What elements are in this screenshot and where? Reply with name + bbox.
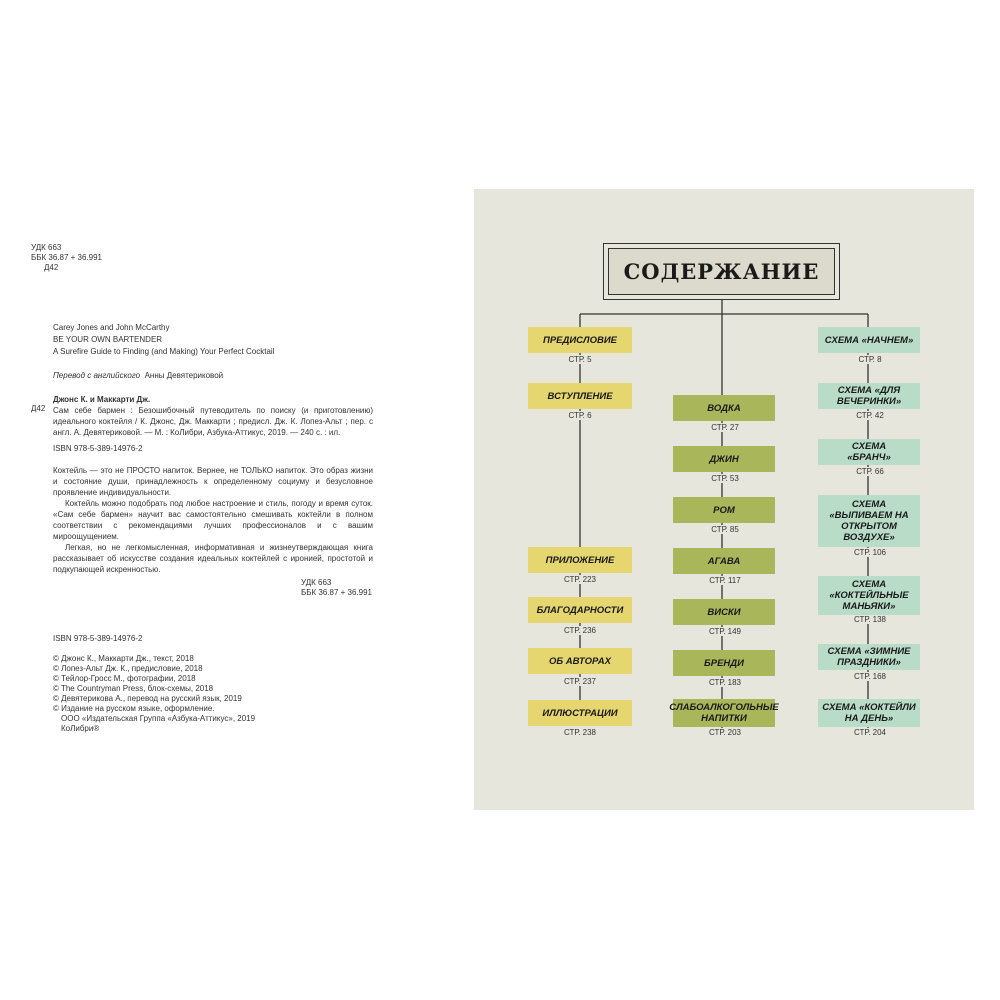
copyright-line: ООО «Издательская Группа «Азбука-Аттикус», 2019	[61, 714, 256, 723]
toc-page-number: СТР. 117	[700, 576, 750, 585]
isbn-top: ISBN 978-5-389-14976-2	[53, 444, 143, 453]
toc-page-number: СТР. 138	[845, 615, 895, 624]
bbk-code: ББК 36.87 + 36.991	[31, 253, 102, 262]
toc-page-number: СТР. 236	[555, 626, 605, 635]
toc-page-number: СТР. 149	[700, 627, 750, 636]
toc-item-introduction[interactable]: ВСТУПЛЕНИЕ	[528, 383, 632, 409]
toc-page-number: СТР. 204	[845, 728, 895, 737]
toc-item-scheme-brunch[interactable]: СХЕМА «БРАНЧ»	[818, 439, 920, 465]
toc-item-scheme-outdoors[interactable]: СХЕМА «ВЫПИВАЕМ НА ОТКРЫТОМ ВОЗДУХЕ»	[818, 495, 920, 547]
toc-item-whisky[interactable]: ВИСКИ	[673, 599, 775, 625]
toc-item-vodka[interactable]: ВОДКА	[673, 395, 775, 421]
toc-page-number: СТР. 66	[848, 467, 892, 476]
toc-page-number: СТР. 183	[700, 678, 750, 687]
toc-page-number: СТР. 106	[845, 548, 895, 557]
toc-title: СОДЕРЖАНИЕ	[608, 248, 835, 295]
copyright-line: © Издание на русском языке, оформление.	[53, 704, 215, 713]
translation-line	[53, 370, 223, 381]
original-subtitle: A Surefire Guide to Finding (and Making) Your Perfect Cocktail	[53, 347, 275, 356]
translator-name: Анны Девятериковой	[144, 371, 224, 380]
annotation-paragraph-3: Легкая, но не легкомысленная, информативная и жизнеутверждающая книга рассказывает об искусстве создания идеальных коктейлей с иронией, простотой и подкупающей искренностью.	[53, 543, 373, 574]
toc-title-box	[603, 243, 840, 300]
toc-page-number: СТР. 85	[703, 525, 747, 534]
toc-item-low-alcohol[interactable]: СЛАБОАЛКОГОЛЬНЫЕ НАПИТКИ	[673, 699, 775, 727]
toc-page-number: СТР. 237	[555, 677, 605, 686]
toc-item-acknowledgments[interactable]: БЛАГОДАРНОСТИ	[528, 597, 632, 623]
copyright-line: КоЛибри®	[61, 724, 100, 733]
annotation-paragraph-1: Коктейль — это не ПРОСТО напиток. Вернее, не ТОЛЬКО напиток. Это образ жизни и состояние души, принадлежность к определенному социуму и безусловное проявление индивидуальности.	[53, 466, 373, 497]
toc-item-scheme-winter[interactable]: СХЕМА «ЗИМНИЕ ПРАЗДНИКИ»	[818, 644, 920, 670]
copyright-line: © Тейлор-Гросс М., фотографии, 2018	[53, 674, 196, 683]
copyright-line: © Девятерикова А., перевод на русский язык, 2019	[53, 694, 242, 703]
toc-page-number: СТР. 238	[555, 728, 605, 737]
toc-item-illustrations[interactable]: ИЛЛЮСТРАЦИИ	[528, 700, 632, 726]
toc-item-gin[interactable]: ДЖИН	[673, 446, 775, 472]
toc-page-number: СТР. 6	[558, 411, 602, 420]
toc-item-scheme-start[interactable]: СХЕМА «НАЧНЕМ»	[818, 327, 920, 353]
bibliographic-record: Сам себе бармен : Безошибочный путеводитель по поиску (и приготовлению) идеального коктейля / К. Джонс, Дж. Маккарти ; предисл. Дж. К. Лопез-Альт ; пер. с англ. А. Девятериковой. — М. : КоЛибри, Азбука-Аттикус, 2019. — 240 с. : ил.	[53, 406, 373, 437]
copyright-line: © The Countryman Press, блок-схемы, 2018	[53, 684, 214, 693]
copyright-line: © Лопез-Альт Дж. К., предисловие, 2018	[53, 664, 203, 673]
original-title: BE YOUR OWN BARTENDER	[53, 335, 163, 344]
toc-page-number: СТР. 53	[703, 474, 747, 483]
toc-page-number: СТР. 27	[703, 423, 747, 432]
toc-page-number: СТР. 5	[558, 355, 602, 364]
translation-label: Перевод с английского	[53, 371, 141, 380]
original-authors: Carey Jones and John McCarthy	[53, 323, 170, 332]
toc-item-brandy[interactable]: БРЕНДИ	[673, 650, 775, 676]
toc-item-scheme-day[interactable]: СХЕМА «КОКТЕЙЛИ НА ДЕНЬ»	[818, 699, 920, 727]
bbk-code-bottom: ББК 36.87 + 36.991	[301, 588, 372, 597]
authors-ru: Джонс К. и Маккарти Дж.	[53, 395, 151, 404]
toc-item-scheme-party[interactable]: СХЕМА «ДЛЯ ВЕЧЕРИНКИ»	[818, 383, 920, 409]
toc-page-number: СТР. 42	[848, 411, 892, 420]
author-code-margin: Д42	[31, 404, 46, 413]
toc-page-number: СТР. 223	[555, 575, 605, 584]
udk-code: УДК 663	[31, 243, 62, 252]
author-code: Д42	[44, 263, 59, 272]
copyright-line: © Джонс К., Маккарти Дж., текст, 2018	[53, 654, 194, 663]
toc-item-about-authors[interactable]: ОБ АВТОРАХ	[528, 648, 632, 674]
toc-page-number: СТР. 168	[845, 672, 895, 681]
toc-page-number: СТР. 8	[848, 355, 892, 364]
toc-item-foreword[interactable]: ПРЕДИСЛОВИЕ	[528, 327, 632, 353]
toc-item-rum[interactable]: РОМ	[673, 497, 775, 523]
toc-item-appendix[interactable]: ПРИЛОЖЕНИЕ	[528, 547, 632, 573]
udk-code-bottom: УДК 663	[301, 578, 332, 587]
annotation-paragraph-2: Коктейль можно подобрать под любое настроение и стиль, погоду и время суток. «Сам себе бармен» научит вас самостоятельно смешивать коктейли в полном соответствии с рекомендациями лучших профессионалов и с вашим мироощущением.	[53, 499, 373, 541]
isbn-bottom: ISBN 978-5-389-14976-2	[53, 634, 143, 643]
toc-item-agave[interactable]: АГАВА	[673, 548, 775, 574]
toc-item-scheme-maniacs[interactable]: СХЕМА «КОКТЕЙЛЬНЫЕ МАНЬЯКИ»	[818, 576, 920, 615]
toc-panel	[474, 189, 974, 810]
toc-page-number: СТР. 203	[700, 728, 750, 737]
